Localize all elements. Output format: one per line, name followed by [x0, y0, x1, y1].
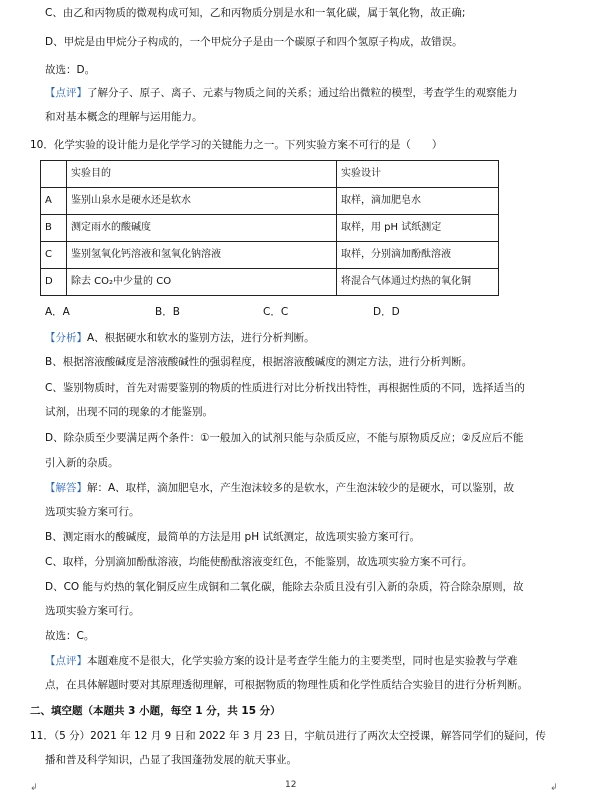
review-text: 了解分子、原子、离子、元素与物质之间的关系；通过给出微粒的模型，考查学生的观察能力: [87, 87, 518, 99]
table-cell: 测定雨水的酸碱度: [67, 215, 337, 242]
analysis-line: 引入新的杂质。: [45, 457, 119, 469]
option-d: D．D: [373, 306, 400, 318]
table-cell: 鉴别山泉水是硬水还是软水: [67, 188, 337, 215]
table-cell: C: [41, 242, 67, 269]
table-cell: 除去 CO₂中少量的 CO: [67, 269, 337, 296]
question-11-stem: 11．（5 分）2021 年 12 月 9 日和 2022 年 3 月 23 日，宇航员进行了两次太空授课，解答同学们的疑问，传: [30, 730, 546, 742]
table-cell: B: [41, 215, 67, 242]
section-heading: 二、填空题（本题共 3 小题，每空 1 分，共 15 分）: [30, 705, 281, 717]
analysis-line: C、鉴别物质时，首先对需要鉴别的物质的性质进行对比分析找出特性，再根据性质的不同，选择适当的: [45, 382, 525, 394]
review-tag: 【点评】: [45, 87, 87, 99]
table-cell: A: [41, 188, 67, 215]
table-cell: 取样，分别滴加酚酞溶液: [337, 242, 499, 269]
page-number: 12: [285, 780, 297, 790]
crop-mark-left: ↲: [30, 783, 38, 793]
table-header-design: 实验设计: [337, 161, 499, 188]
analysis-line: D、除杂质至少要满足两个条件：①一般加入的试剂只能与杂质反应，不能与原物质反应；②反应后不能: [45, 432, 524, 444]
table-cell: 取样，用 pH 试纸测定: [337, 215, 499, 242]
review-paragraph-1-cont: 和对基本概念的理解与运用能力。: [45, 111, 203, 123]
solution-tag: 【解答】: [45, 482, 87, 494]
question-10-stem: 10．化学实验的设计能力是化学学习的关键能力之一。下列实验方案不可行的是（ ）: [30, 139, 443, 151]
solution-line: B、测定雨水的酸碱度，最简单的方法是用 pH 试纸测定，故选项实验方案可行。: [45, 531, 420, 543]
table-cell: 鉴别氢氧化钙溶液和氢氧化钠溶液: [67, 242, 337, 269]
solution-line: C、取样，分别滴加酚酞溶液，均能使酚酞溶液变红色，不能鉴别，故选项实验方案不可行。: [45, 556, 473, 568]
option-c: C．C: [263, 306, 289, 318]
review-text: 本题难度不是很大，化学实验方案的设计是考查学生能力的主要类型，同时也是实验教与学难: [87, 655, 518, 667]
analysis-line: B、根据溶液酸碱度是溶液酸碱性的强弱程度，根据溶液酸碱度的测定方法，进行分析判断。: [45, 356, 473, 368]
solution-line: 选项实验方案可行。: [45, 506, 140, 518]
solution-text: 解：A、取样，滴加肥皂水，产生泡沫较多的是软水，产生泡沫较少的是硬水，可以鉴别，故: [87, 482, 515, 494]
solution-paragraph: [45, 483, 514, 494]
review-paragraph-2: [45, 656, 518, 667]
analysis-text: A、根据硬水和软水的鉴别方法，进行分析判断。: [87, 332, 315, 344]
answer-line-d: D、甲烷是由甲烷分子构成的，一个甲烷分子是由一个碳原子和四个氢原子构成，故错误。: [45, 36, 463, 48]
answer-line-c: C、由乙和丙物质的微观构成可知，乙和丙物质分别是水和一氧化碳，属于氧化物，故正确;: [45, 7, 466, 19]
solution-line: 选项实验方案可行。: [45, 605, 140, 617]
table-header-row: [41, 161, 499, 188]
review-paragraph-2-cont: 点，在具体解题时要对其原理透彻理解，可根据物质的物理性质和化学性质结合实验目的进行分析判断。: [45, 679, 528, 691]
analysis-tag: 【分析】: [45, 332, 87, 344]
table-header-purpose: 实验目的: [67, 161, 337, 188]
solution-choice: 故选：C。: [45, 630, 95, 642]
table-cell: 取样，滴加肥皂水: [337, 188, 499, 215]
question-11-stem-cont: 播和普及科学知识，凸显了我国蓬勃发展的航天事业。: [45, 754, 297, 766]
crop-mark-right: ↲: [550, 783, 558, 793]
option-a: A．A: [45, 306, 70, 318]
table-cell: D: [41, 269, 67, 296]
review-tag: 【点评】: [45, 655, 87, 667]
table-cell: [41, 161, 67, 188]
table-row: [41, 188, 499, 215]
experiment-table: [40, 160, 499, 296]
review-paragraph-1: [45, 88, 518, 99]
answer-options: [45, 307, 445, 319]
solution-line: D、CO 能与灼热的氧化铜反应生成铜和二氧化碳，能除去杂质且没有引入新的杂质，符合除杂原则，故: [45, 581, 524, 593]
option-b: B．B: [155, 306, 180, 318]
table-cell: 将混合气体通过灼热的氧化铜: [337, 269, 499, 296]
table-row: [41, 242, 499, 269]
table-row: [41, 215, 499, 242]
table-row: [41, 269, 499, 296]
analysis-line: 试剂，出现不同的现象的才能鉴别。: [45, 406, 213, 418]
analysis-paragraph: [45, 333, 315, 344]
answer-choice: 故选：D。: [45, 64, 96, 76]
